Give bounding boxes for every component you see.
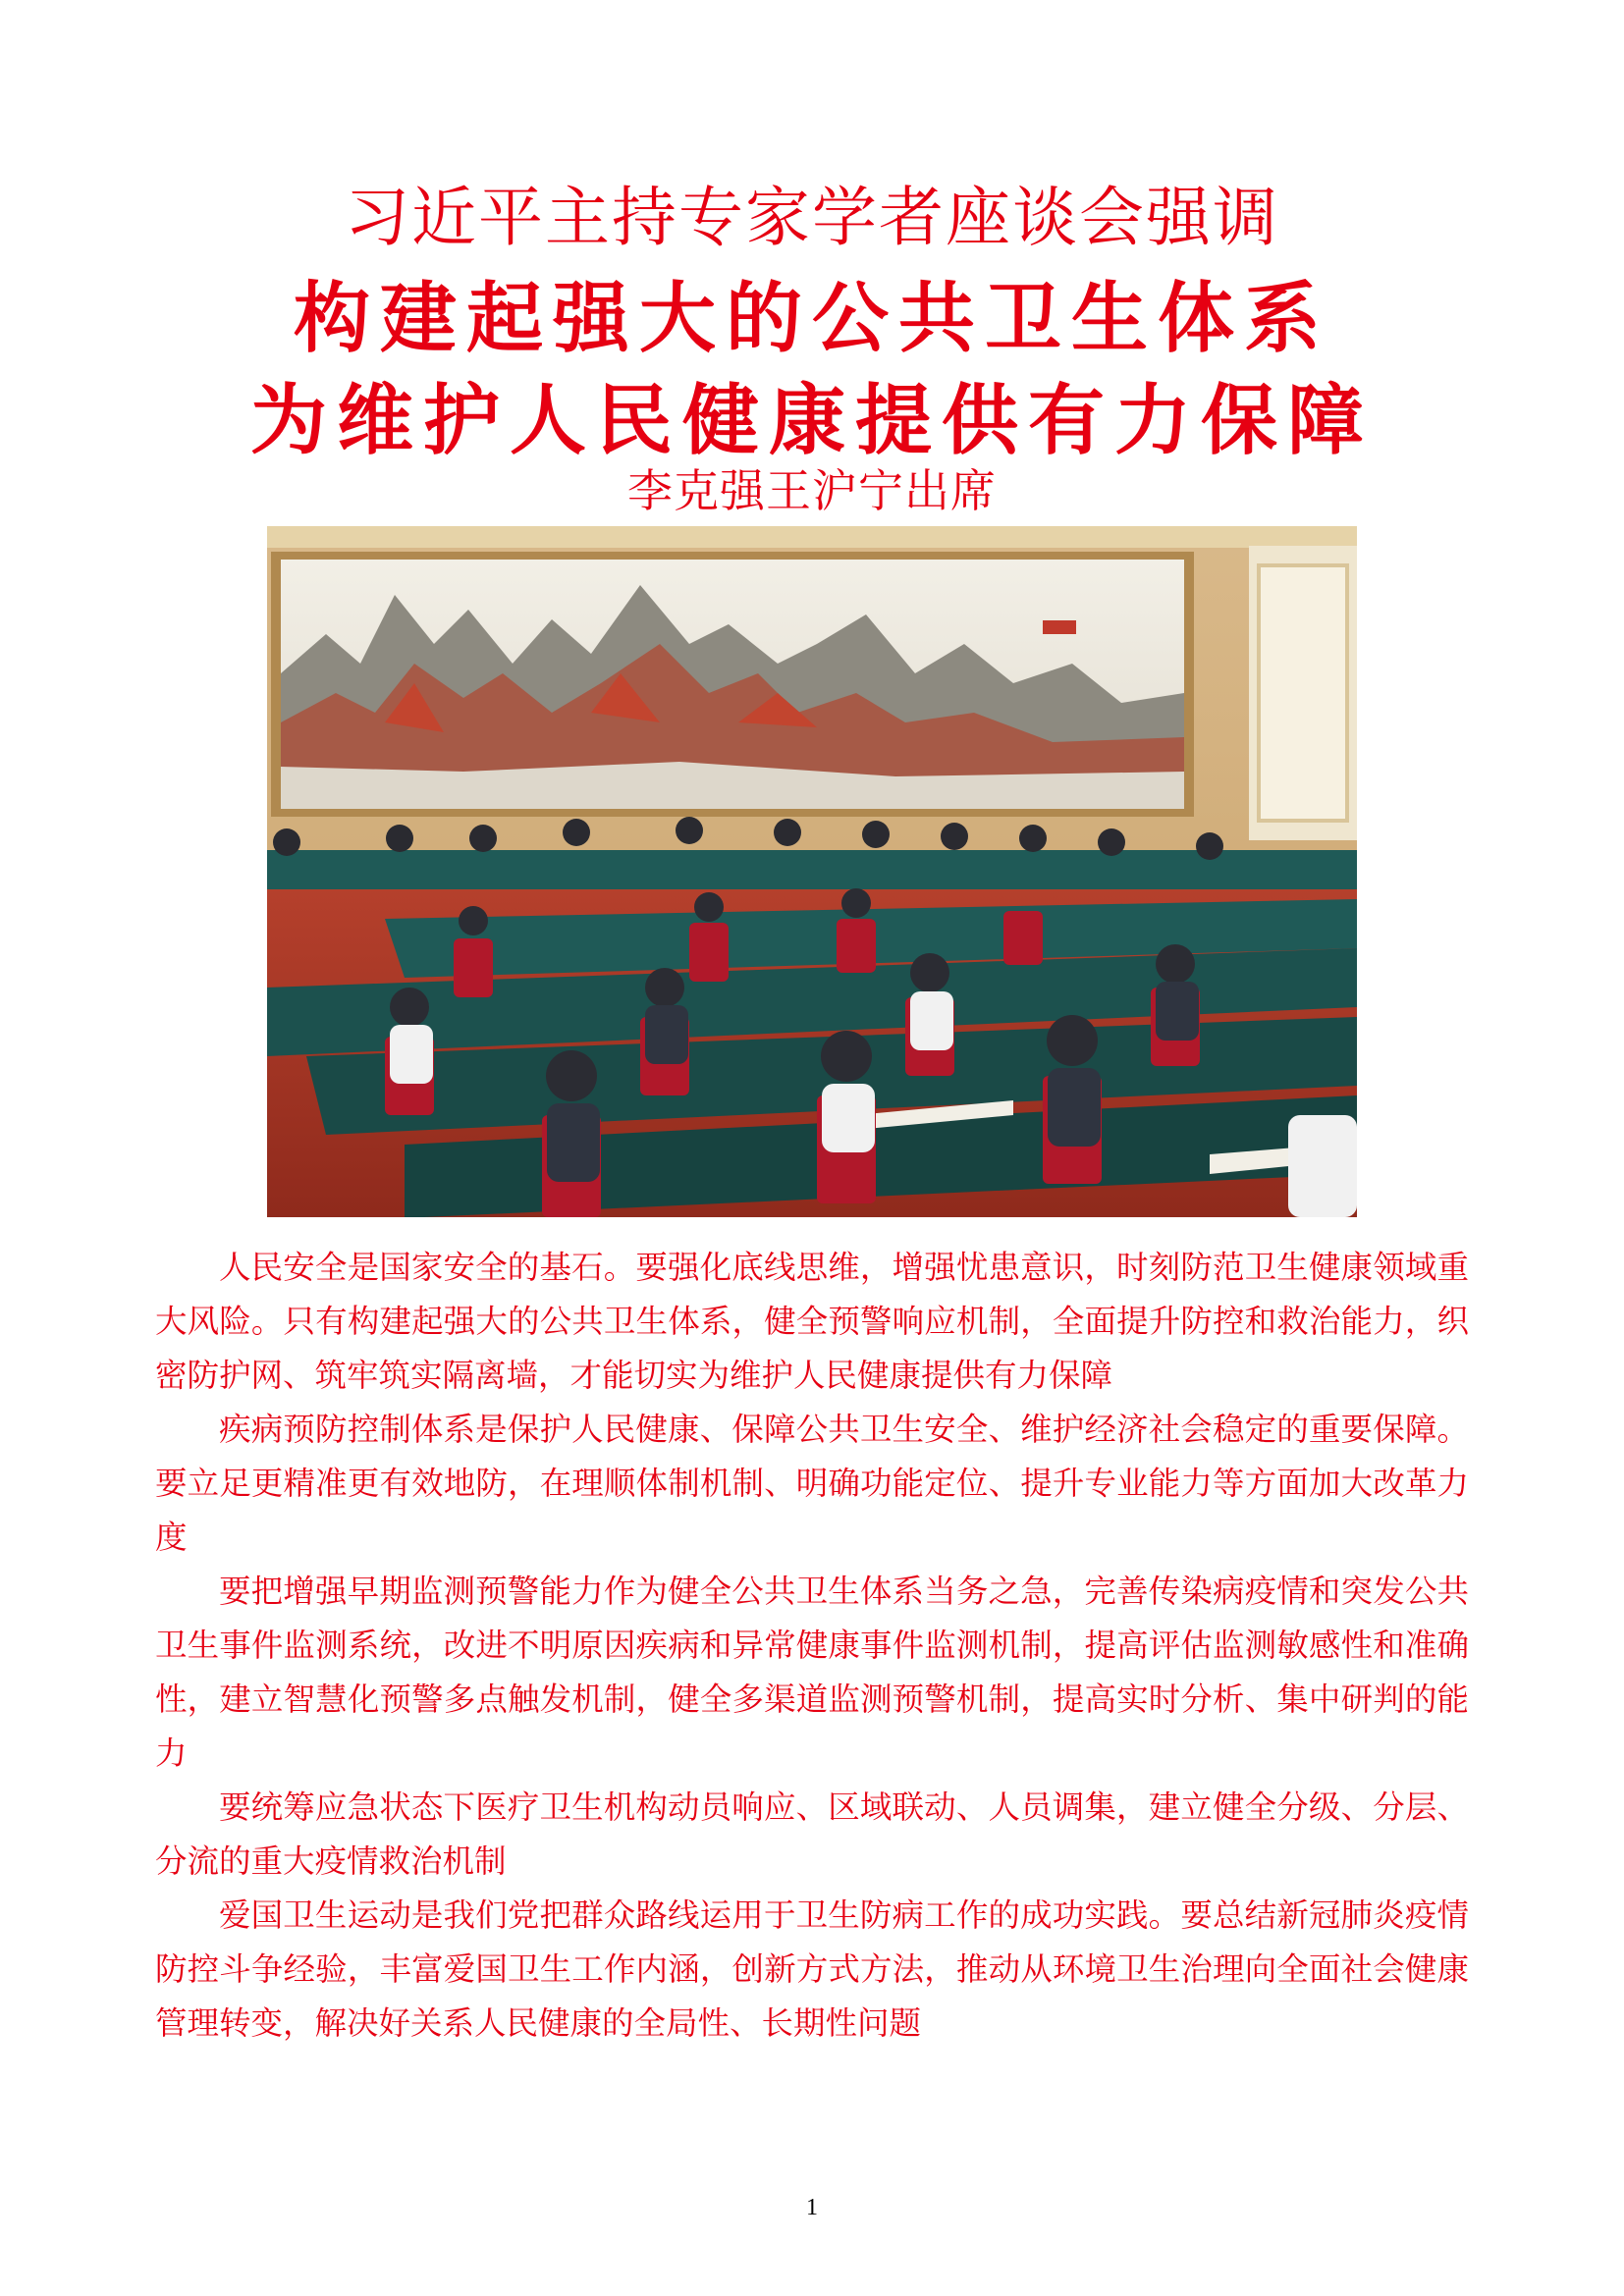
headline-subtitle: 李克强王沪宁出席 <box>627 464 997 517</box>
article-body <box>155 1241 1469 2051</box>
paragraph: 爱国卫生运动是我们党把群众路线运用于卫生防病工作的成功实践。要总结新冠肺炎疫情防控斗争经验，丰富爱国卫生工作内涵，创新方式方法，推动从环境卫生治理向全面社会健康管理转变，解决好关系人民健康的全局性、长期性问题 <box>155 1896 1469 2042</box>
meeting-hall-photo <box>267 526 1357 1217</box>
paragraph: 疾病预防控制体系是保护人民健康、保障公共卫生安全、维护经济社会稳定的重要保障。要立足更精准更有效地防，在理顺体制机制、明确功能定位、提升专业能力等方面加大改革力度 <box>155 1411 1469 1556</box>
paragraph: 要把增强早期监测预警能力作为健全公共卫生体系当务之急，完善传染病疫情和突发公共卫生事件监测系统，改进不明原因疾病和异常健康事件监测机制，提高评估监测敏感性和准确性，建立智慧化预警多点触发机制，健全多渠道监测预警机制，提高实时分析、集中研判的能力 <box>155 1573 1469 1772</box>
headline-line-2: 为维护人民健康提供有力保障 <box>249 377 1374 465</box>
headline-kicker: 习近平主持专家学者座谈会强调 <box>345 180 1279 255</box>
paragraph: 要统筹应急状态下医疗卫生机构动员响应、区域联动、人员调集，建立健全分级、分层、分流的重大疫情救治机制 <box>155 1789 1469 1880</box>
headline-line-1: 构建起强大的公共卫生体系 <box>293 275 1330 363</box>
page-number: 1 <box>806 2195 818 2220</box>
paragraph: 人民安全是国家安全的基石。要强化底线思维，增强忧患意识，时刻防范卫生健康领域重大风险。只有构建起强大的公共卫生体系，健全预警响应机制，全面提升防控和救治能力，织密防护网、筑牢筑实隔离墙，才能切实为维护人民健康提供有力保障 <box>155 1249 1469 1394</box>
